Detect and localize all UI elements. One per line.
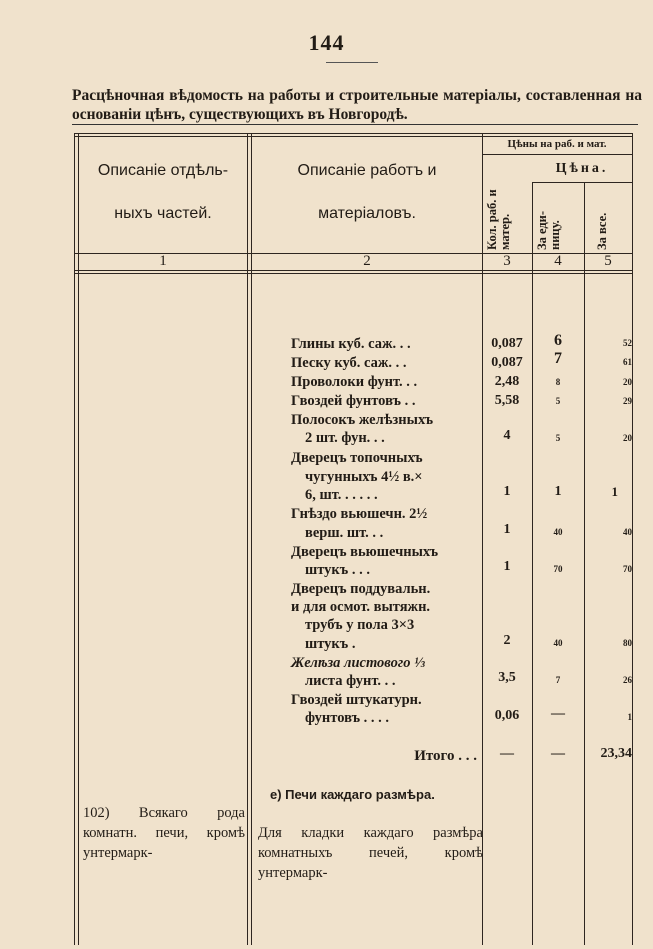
page-title: Расцѣночная вѣдомость на работы и строительные матеріалы, составленная на основаніи цѣнъ, существующихъ въ Новгородѣ. (72, 87, 642, 123)
page-number-rule (326, 62, 378, 63)
item-desc-line: Дверецъ поддувальн. (291, 581, 431, 597)
total-sum: 23,34 (600, 746, 632, 761)
item-unit-price: 8 (555, 377, 561, 387)
item-desc-line: фунтовъ . . . . (305, 710, 390, 726)
item-total: 70 (623, 564, 632, 574)
col-divider-1 (247, 133, 248, 945)
item-desc-line: Дверецъ вьюшечныхъ (291, 544, 439, 560)
section-heading: е) Печи каждаго размѣра. (270, 787, 435, 802)
item-qty: 1 (503, 484, 511, 499)
col-number-4: 4 (554, 253, 562, 269)
item-qty: 4 (503, 428, 511, 443)
item-qty: 2,48 (494, 374, 520, 389)
title-rule (72, 124, 638, 125)
table-top (74, 133, 632, 134)
item-unit-price: 40 (553, 638, 563, 648)
col-number-3: 3 (503, 253, 511, 269)
item-qty: 0,087 (491, 355, 523, 370)
item-qty: 0,06 (494, 708, 520, 723)
item-total: 20 (623, 377, 632, 387)
colnum-bottom (74, 270, 632, 271)
item-desc-line: Проволоки фунт. . . (291, 374, 418, 390)
col1-header-line2: ныхъ частей. (114, 205, 212, 222)
item-qty: 2 (503, 633, 511, 648)
item-unit-price: 5 (555, 396, 561, 406)
total-label: Итого . . . (414, 748, 477, 764)
qty-header: Кол. раб. и матер. (485, 189, 512, 250)
item-total: 61 (623, 357, 632, 367)
page-number: 144 (308, 30, 345, 55)
col-number-5: 5 (604, 253, 612, 269)
table-border-right (632, 133, 633, 945)
item-desc-line: Полосокъ желѣзныхъ (291, 412, 434, 428)
item-desc-line: Гнѣздо вьюшечн. 2½ (291, 506, 428, 522)
per-unit-header: За еди-ницу. (535, 210, 562, 250)
col-number-1: 1 (159, 253, 167, 269)
item-total: 80 (623, 638, 632, 648)
item-total: 20 (623, 433, 632, 443)
item-unit-price: 1 (554, 484, 562, 499)
item-total: 1 (627, 712, 632, 722)
total-unit: — (551, 746, 565, 761)
item-desc-line: Глины куб. саж. . . (291, 336, 411, 352)
item-desc-line: штукъ . (305, 636, 356, 652)
item-unit-price: 40 (553, 527, 563, 537)
prices-group-header: Цѣны на раб. и мат. (507, 138, 607, 150)
item-unit-price: 70 (553, 564, 563, 574)
item-unit-price: 7 (554, 350, 562, 367)
item-desc-line: Гвоздей фунтовъ . . (291, 393, 416, 409)
item-desc-line: Гвоздей штукатурн. (291, 692, 422, 708)
total-qty: — (500, 746, 514, 761)
total-header: За все. (595, 212, 609, 250)
item-qty: 5,58 (494, 393, 520, 408)
price-group-rule (532, 182, 632, 183)
item-desc-line: 6, шт. . . . . . (305, 487, 378, 503)
prices-group-rule (482, 154, 632, 155)
colnum-bottom-inner (74, 273, 632, 274)
item-desc-line: листа фунт. . . (305, 673, 396, 689)
item-total: 26 (623, 675, 632, 685)
item-qty: 1 (503, 559, 511, 574)
item-desc-line: Песку куб. саж. . . (291, 355, 407, 371)
item-desc-line: и для осмот. вытяжн. (291, 599, 431, 615)
entry-102-part: 102) Всякаго рода комнатн. печи, кромѣ унтермарк- (83, 805, 245, 861)
item-total: 29 (623, 396, 632, 406)
item-desc-line: 2 шт. фун. . . (305, 430, 385, 446)
item-desc-line: трубъ у пола 3×3 (305, 617, 415, 633)
item-unit-price: 7 (555, 675, 561, 685)
item-unit-price: 5 (555, 433, 561, 443)
table-top-inner (74, 136, 632, 137)
item-total: 40 (623, 527, 632, 537)
col1-header-line1: Описаніе отдѣль- (97, 162, 229, 179)
item-desc-line: чугунныхъ 4½ в.× (305, 469, 423, 485)
item-qty: 0,087 (491, 336, 523, 351)
item-total: 1 (611, 484, 618, 499)
entry-102-work: Для кладки каждаго размѣра комнатныхъ печей, кромѣ унтермарк- (258, 825, 483, 881)
item-desc-line: Желѣза листового ⅓ (291, 655, 425, 671)
item-unit-price: 6 (554, 332, 562, 349)
col-number-2: 2 (363, 253, 371, 269)
item-total: 52 (623, 338, 632, 348)
item-unit-price: — (551, 706, 565, 721)
table-border-left (74, 133, 75, 945)
item-desc-line: Дверецъ топочныхъ (291, 450, 423, 466)
item-qty: 1 (503, 522, 511, 537)
col2-header-line2: матеріаловъ. (318, 205, 416, 222)
item-qty: 3,5 (498, 670, 516, 685)
price-group-header: Цѣна. (555, 161, 609, 176)
item-desc-line: верш. шт. . . (305, 525, 384, 541)
item-desc-line: штукъ . . . (305, 562, 370, 578)
col2-header-line1: Описаніе работъ и (297, 162, 437, 179)
